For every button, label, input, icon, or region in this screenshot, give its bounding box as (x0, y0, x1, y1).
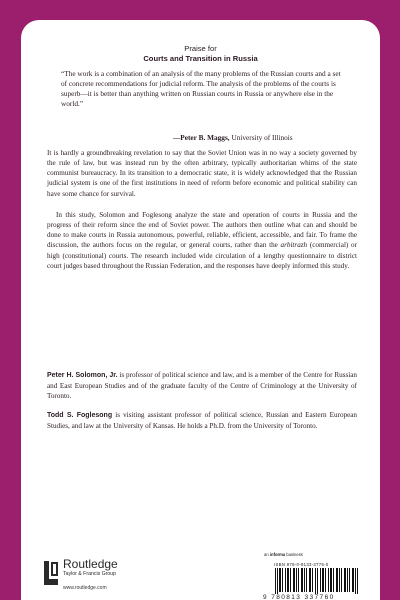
author-1-name: Peter H. Solomon, Jr. (47, 372, 118, 379)
description-paragraph-2 (47, 210, 357, 271)
praise-book-title: Courts and Transition in Russia (143, 54, 258, 63)
author-bio-2 (47, 410, 357, 431)
isbn-text: ISBN 978-0-8133-3776-0 (274, 562, 329, 567)
para2-text-end: (commercial) or high (constitutional) courts. The research included wide circulation of a lengthy questionnaire to district court judges based throughout the Russian Federation, and the responses have deeply informed this study. (47, 241, 357, 270)
author-2-name: Todd S. Foglesong (47, 412, 113, 419)
praise-header (21, 44, 380, 64)
publisher-group: Taylor & Francis Group (63, 571, 117, 577)
barcode (275, 568, 359, 594)
author-1-bio: is professor of political science and law, and is a member of the Centre for Russian and East European Studies and of the graduate faculty of the Centre of Criminology at the University of Toronto. (47, 371, 357, 401)
praise-heading: Praise for (184, 44, 217, 53)
publisher-name: Routledge (63, 557, 118, 571)
publisher-url[interactable]: www.routledge.com (63, 585, 107, 591)
author-bio-1 (47, 370, 357, 401)
description-paragraph-1: It is hardly a groundbreaking revelation to say that the Soviet Union was in no way a society governed by the rule of law, but was instead run by the often arbitrary, typically authoritarian whims of the state communist bureaucracy. In its transition to a democratic state, it is widely acknowledged that the Russian judicial system is one of the first institutions in need of reform before economic and political stability can have some chance for survival. (47, 149, 357, 198)
reviewer-affiliation: University of Illinois (231, 133, 293, 142)
reviewer-name: —Peter B. Maggs, (173, 133, 230, 142)
informa-business-label: an informa business (264, 552, 303, 557)
routledge-logo-icon (43, 560, 59, 586)
author-2-bio: is visiting assistant professor of political science, Russian and Eastern European Studies, and law at the University of Kansas. He holds a Ph.D. from the University of Toronto. (47, 411, 357, 431)
barcode-digits: 9 780813 337760 (263, 594, 335, 600)
publisher-brand (63, 558, 118, 578)
review-quote: “The work is a combination of an analysis of the many problems of the Russian courts and a set of concrete recommendations for judicial reform. The analysis of the problems of the courts is superb—it is better than anything written on Russian courts in Russia or anywhere else in the world.” (61, 69, 341, 108)
para2-text-start: In this study, Solomon and Foglesong analyze the state and operation of courts in Russia and the progress of their reform since the end of Soviet power. The authors then outline what can and should be done to make courts in Russia autonomous, powerful, reliable, efficient, accessible, and fair. To frame the discussion, the authors focus on the regular, or general courts, rather than the (47, 211, 357, 250)
back-cover-page (21, 20, 380, 600)
review-attribution (173, 133, 293, 143)
para2-italic-term: arbitrazh (280, 241, 308, 250)
